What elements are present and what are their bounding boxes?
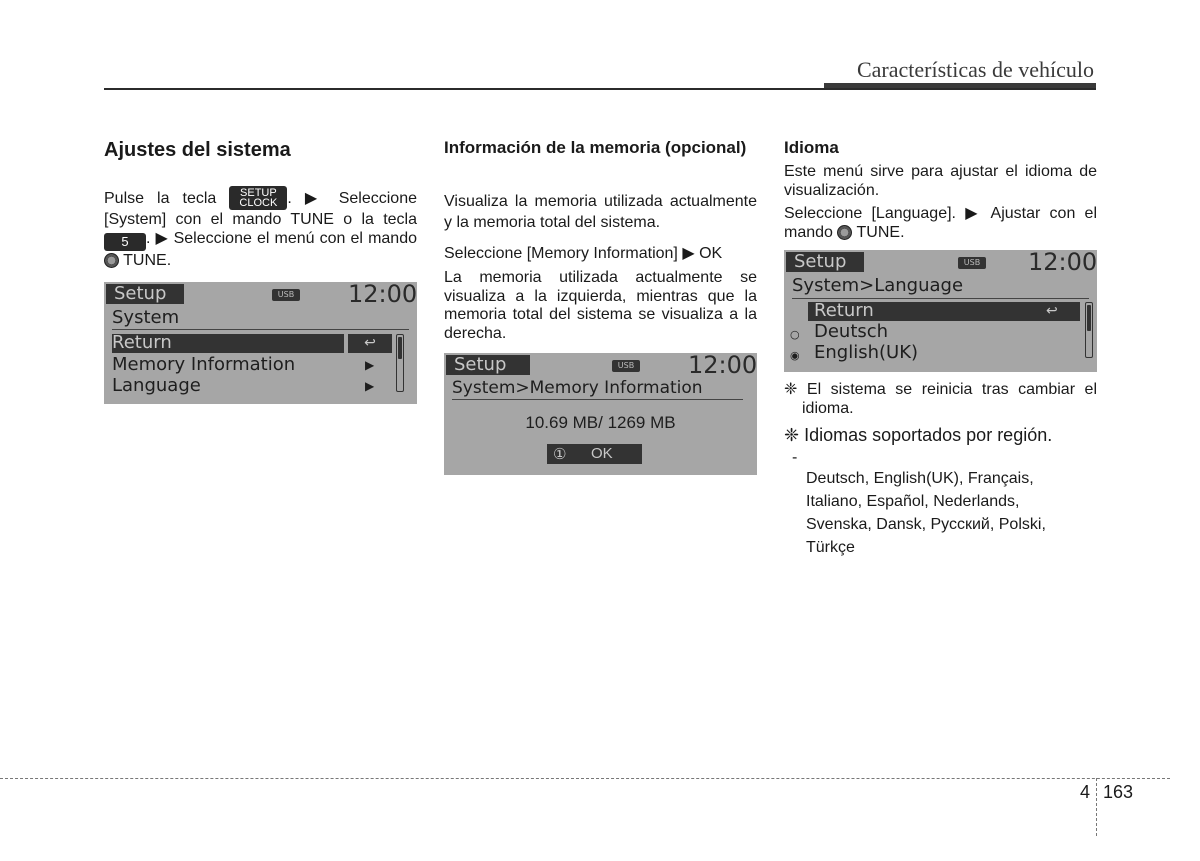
screen-subtitle: System>Language (792, 275, 964, 296)
key-5-icon: 5 (104, 233, 146, 251)
screen-language-menu (784, 250, 1097, 372)
chevron-right-icon: ▶ (365, 379, 375, 393)
setup-clock-key-icon: SETUP CLOCK (229, 186, 287, 210)
screen-tab: Setup (786, 252, 864, 272)
screen-clock: 12:00 (688, 353, 757, 379)
footer-rule (0, 778, 1170, 779)
divider (112, 329, 409, 330)
chapter-number: 4 (1080, 782, 1091, 802)
section-system-settings (104, 138, 417, 404)
screen-clock: 12:00 (348, 282, 417, 308)
tune-knob-icon (104, 253, 119, 268)
menu-item-return[interactable]: Return (112, 332, 172, 353)
chevron-right-icon: ▶ (365, 358, 375, 372)
index-1-icon: ① (553, 445, 567, 463)
ok-button[interactable]: ① OK (547, 444, 642, 464)
language-list: Deutsch, English(UK), Français, Italiano, Español, Nederlands, Svenska, Dansk, Русский, Polski, Türkçe (806, 470, 1046, 556)
menu-item-english-uk[interactable]: English(UK) (814, 342, 919, 363)
screen-memory-information (444, 353, 757, 475)
scrollbar[interactable] (396, 334, 404, 392)
usb-icon: USB (272, 289, 300, 301)
return-icon: ↩ (1046, 303, 1058, 319)
radio-unselected-icon: ○ (790, 328, 800, 341)
list-dash: - (792, 449, 798, 466)
menu-item-memory-information[interactable]: Memory Information (112, 354, 296, 375)
divider (452, 399, 743, 400)
note-restart: ❈ El sistema se reinicia tras cambiar el idioma. (784, 381, 1097, 417)
instruction-paragraph: Seleccione [Memory Information] ▶ OK (444, 245, 723, 262)
menu-item-deutsch[interactable]: Deutsch (814, 321, 889, 342)
divider (792, 298, 1089, 299)
menu-item-return[interactable]: Return (814, 300, 874, 321)
scrollbar[interactable] (1085, 302, 1093, 358)
explanation-paragraph: La memoria utilizada actualmente se visualiza a la izquierda, mientras que la memoria total del sistema se visualiza a la derecha. (444, 269, 757, 342)
section-memory-information (444, 138, 757, 475)
screen-tab: Setup (446, 355, 530, 375)
screen-subtitle: System>Memory Information (452, 378, 703, 398)
page-number: 163 (1103, 782, 1134, 802)
menu-item-language[interactable]: Language (112, 375, 201, 396)
header-rule (104, 88, 1096, 90)
screen-clock: 12:00 (1028, 250, 1097, 276)
instructions-paragraph: Pulse la tecla SETUP CLOCK . ▶ Seleccione [System] con el mando TUNE o la tecla 5 . ▶ Seleccione el menú con el mando TUNE. (104, 187, 418, 269)
screen-tab: Setup (106, 284, 184, 304)
section-heading: Ajustes del sistema (104, 139, 291, 161)
screen-subtitle: System (112, 307, 180, 328)
usb-icon: USB (958, 257, 986, 269)
description-paragraph: Este menú sirve para ajustar el idioma de visualización. (784, 163, 1097, 199)
page-header-title: Características de vehículo (856, 57, 1094, 82)
instruction-paragraph: Seleccione [Language]. ▶ Ajustar con el mando TUNE. (784, 205, 1097, 241)
usb-icon: USB (612, 360, 640, 372)
footer-divider (1096, 778, 1097, 836)
tune-knob-icon (837, 225, 852, 240)
note-languages: ❈ Idiomas soportados por región. (784, 425, 1053, 445)
section-language (784, 138, 1097, 559)
radio-selected-icon: ◉ (790, 349, 800, 362)
screen-system-menu (104, 282, 417, 404)
description-paragraph: Visualiza la memoria utilizada actualmente y la memoria total del sistema. (444, 193, 757, 231)
section-heading: Idioma (784, 138, 839, 157)
memory-usage-value: 10.69 MB/ 1269 MB (525, 413, 676, 432)
return-icon: ↩ (348, 334, 392, 353)
section-heading: Información de la memoria (opcional) (444, 138, 747, 157)
